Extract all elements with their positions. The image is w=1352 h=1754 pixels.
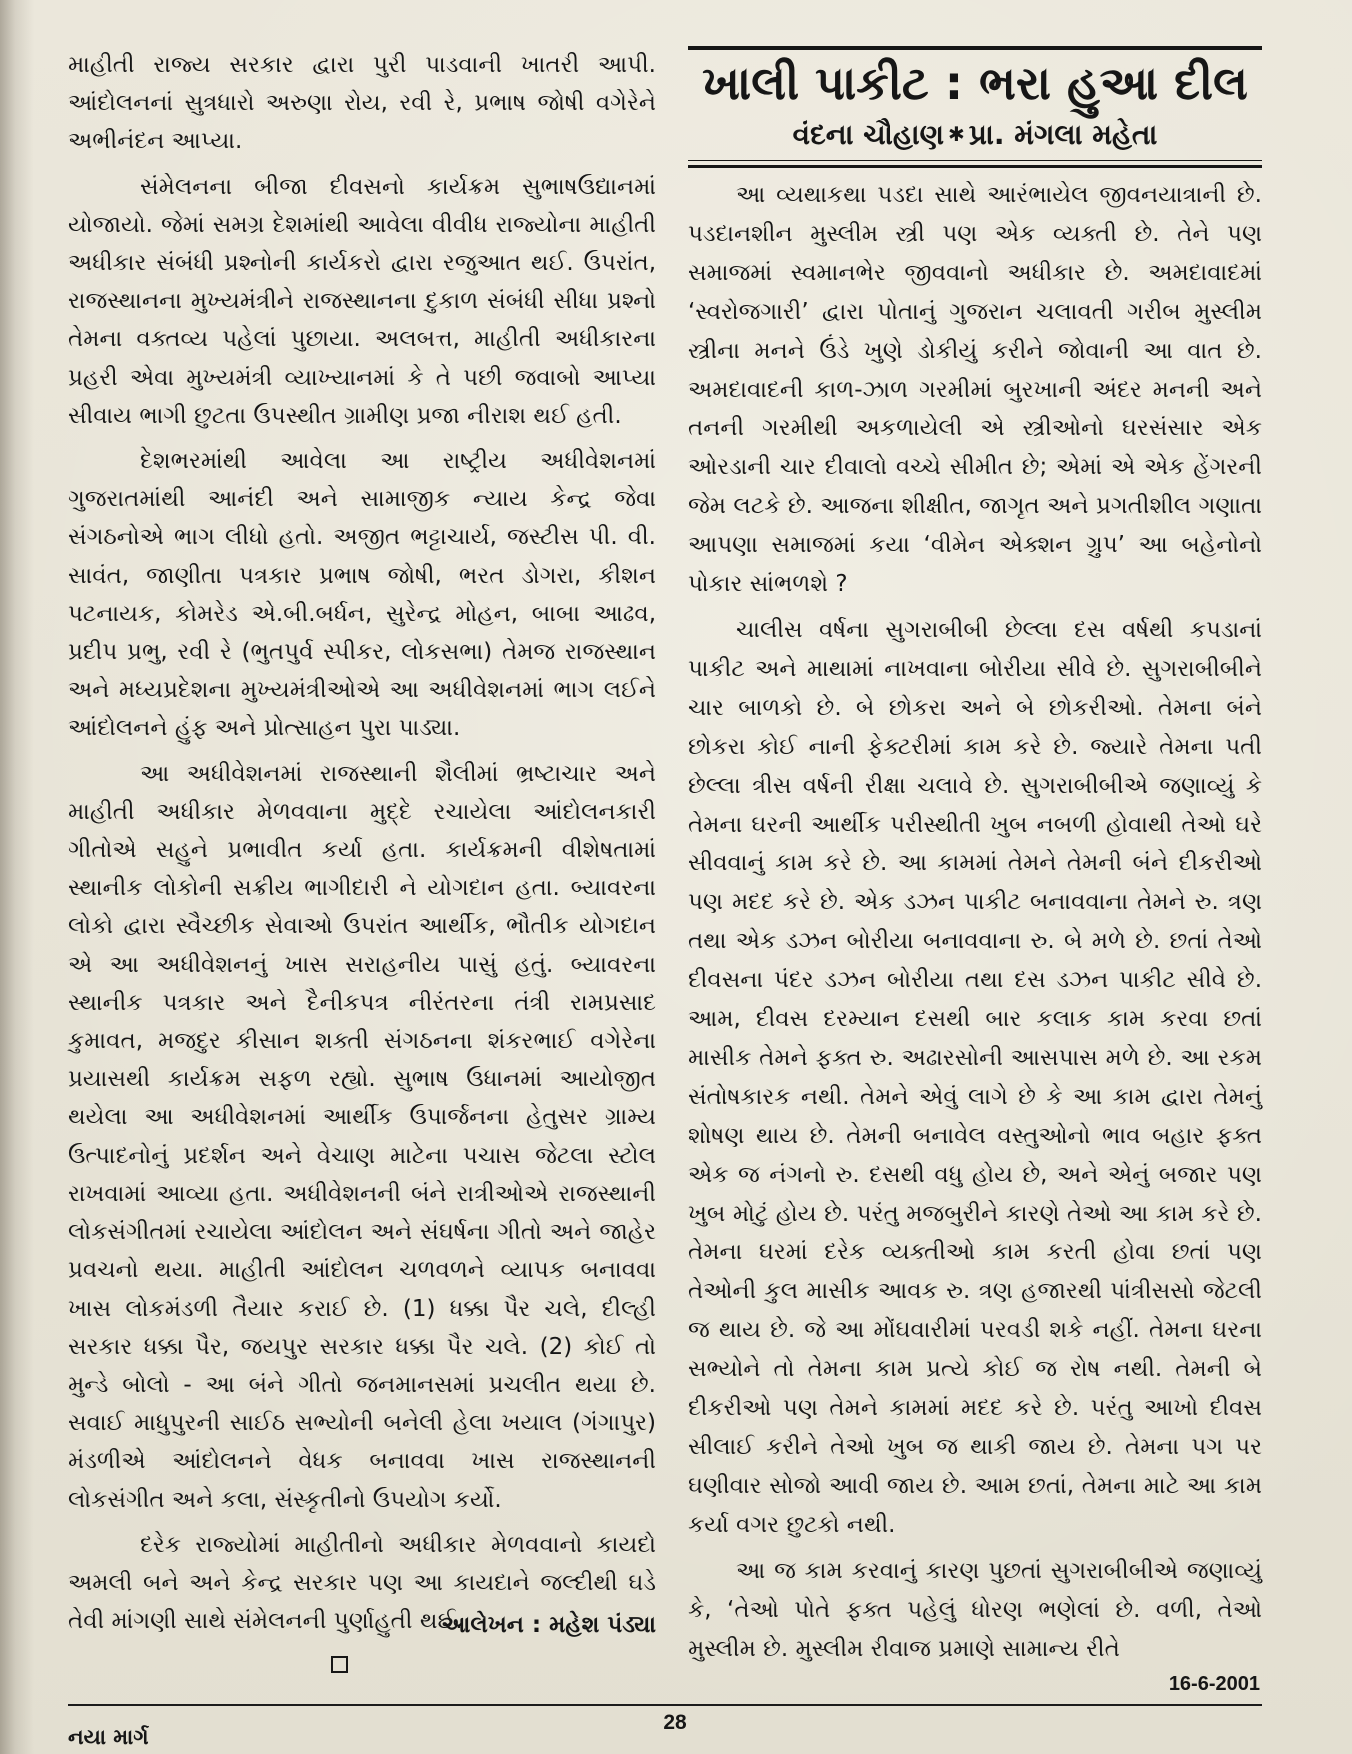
author-separator-icon: ✱ bbox=[948, 122, 965, 146]
article-title: ખાલી પાકીટ : ભરા હુઆ દીલ bbox=[702, 56, 1248, 110]
scan-binding-shadow bbox=[0, 0, 34, 1754]
issue-date: 16-6-2001 bbox=[1168, 1673, 1260, 1695]
authors-rule-thin bbox=[688, 160, 1262, 161]
square-outline-icon bbox=[331, 1656, 348, 1673]
article-paragraph: આ વ્યથાકથા પડદા સાથે આરંભાયેલ જીવનયાત્રાની છે. પડદાનશીન મુસ્લીમ સ્ત્રી પણ એક વ્યક્તી છે. તેને પણ સમાજમાં સ્વમાનભેર જીવવાનો અધીકાર છે. અમદાવાદમાં ‘સ્વરોજગારી’ દ્વારા પોતાનું ગુજરાન ચલાવતી ગરીબ મુસ્લીમ સ્ત્રીના મનને ઉંડે ખુણે ડોકીયું કરીને જોવાની આ વાત છે. અમદાવાદની કાળ-ઝાળ ગરમીમાં બુરખાની અંદર મનની અને તનની ગરમીથી અકળાયેલી એ સ્ત્રીઓનો ઘરસંસાર એક ઓરડાની ચાર દીવાલો વચ્ચે સીમીત છે; એમાં એ એક હેંગરની જેમ લટકે છે. આજના શીક્ષીત, જાગૃત અને પ્રગતીશીલ ગણાતા આપણા સમાજમાં કયા ‘વીમેન એક્શન ગ્રુપ’ આ બહેનોનો પોકાર સાંભળશે ? bbox=[688, 182, 1262, 598]
article-paragraph: આ જ કામ કરવાનું કારણ પુછતાં સુગરાબીબીએ જણાવ્યું કે, ‘તેઓ પોતે ફક્ત પહેલું ધોરણ ભણેલાં છે. વળી, તેઓ મુસ્લીમ છે. મુસ્લીમ રીવાજ પ્રમાણે સામાન્ય રીતે bbox=[688, 1557, 1262, 1662]
previous-article-paragraph: દરેક રાજ્યોમાં માહીતીનો અધીકાર મેળવવાનો કાયદો અમલી બને અને કેન્દ્ર સરકાર પણ આ કાયદાને જલ્દીથી ઘડે તેવી માંગણી સાથે સંમેલનની પુર્ણાહુતી થઈ. bbox=[68, 1531, 656, 1635]
article-paragraph: ચાલીસ વર્ષના સુગરાબીબી છેલ્લા દસ વર્ષથી કપડાનાં પાકીટ અને માથામાં નાખવાના બોરીયા સીવે છે. સુગરાબીબીને ચાર બાળકો છે. બે છોકરા અને બે છોકરીઓ. તેમના બંને છોકરા કોઈ નાની ફેક્ટરીમાં કામ કરે છે. જ્યારે તેમના પતી છેલ્લા ત્રીસ વર્ષની રીક્ષા ચલાવે છે. સુગરાબીબીએ જણાવ્યું કે તેમના ઘરની આર્થીક પરીસ્થીતી ખુબ નબળી હોવાથી તેઓ ઘરે સીવવાનું કામ કરે છે. આ કામમાં તેમને તેમની બંને દીકરીઓ પણ મદદ કરે છે. એક ડઝન પાકીટ બનાવવાના તેમને રુ. ત્રણ તથા એક ડઝન બોરીયા બનાવવાના રુ. બે મળે છે. છતાં તેઓ દીવસના પંદર ડઝન બોરીયા તથા દસ ડઝન પાકીટ સીવે છે. આમ, દીવસ દરમ્યાન દસથી બાર કલાક કામ કરવા છતાં માસીક તેમને ફક્ત રુ. અઢારસોની આસપાસ મળે છે. આ રકમ સંતોષકારક નથી. તેમને એવું લાગે છે કે આ કામ દ્વારા તેમનું શોષણ થાય છે. તેમની બનાવેલ વસ્તુઓનો ભાવ બહાર ફક્ત એક જ નંગનો રુ. દસથી વધુ હોય છે, અને એનું બજાર પણ ખુબ મોટું હોય છે. પરંતુ મજબુરીને કારણે તેઓ આ કામ કરે છે. તેમના ઘરમાં દરેક વ્યક્તીઓ કામ કરતી હોવા છતાં પણ તેઓની કુલ માસીક આવક રુ. ત્રણ હજારથી પાંત્રીસસો જેટલી જ થાય છે. જે આ મોંઘવારીમાં પરવડી શકે નહીં. તેમના ઘરના સભ્યોને તો તેમના કામ પ્રત્યે કોઈ જ રોષ નથી. તેમની બે દીકરીઓ પણ તેમને કામમાં મદદ કરે છે. પરંતુ આખો દીવસ સીલાઈ કરીને તેઓ ખુબ જ થાકી જાય છે. તેમના પગ પર ઘણીવાર સોજો આવી જાય છે. આમ છતાં, તેમના માટે આ કામ કર્યા વગર છુટકો નથી. bbox=[688, 616, 1262, 1538]
author-name: વંદના ચૌહાણ bbox=[792, 118, 945, 151]
article-authors bbox=[688, 114, 1262, 154]
article-body-column bbox=[688, 176, 1262, 1670]
footer-rule bbox=[68, 1704, 1262, 1706]
previous-article-byline: આલેખન : મહેશ પંડ્યા bbox=[441, 1612, 656, 1638]
previous-article-paragraph: દેશભરમાંથી આવેલા આ રાષ્ટ્રીય અધીવેશનમાં ગુજરાતમાંથી આનંદી અને સામાજીક ન્યાય કેન્દ્ર જેવા સંગઠનોએ ભાગ લીધો હતો. અજીત ભટ્ટાચાર્ય, જસ્ટીસ પી. વી. સાવંત, જાણીતા પત્રકાર પ્રભાષ જોષી, ભરત ડોગરા, કીશન પટનાયક, કોમરેડ એ.બી.બર્ધન, સુરેન્દ્ર મોહન, બાબા આઢવ, પ્રદીપ પ્રભુ, રવી રે (ભુતપુર્વ સ્પીકર, લોકસભા) તેમજ રાજસ્થાન અને મધ્યપ્રદેશના મુખ્યમંત્રીઓએ આ અધીવેશનમાં ભાગ લઈને આંદોલનને હુંફ અને પ્રોત્સાહન પુરા પાડ્યા. bbox=[68, 448, 656, 742]
authors-rule-thick bbox=[688, 165, 1262, 168]
previous-article-paragraph: માહીતી રાજ્ય સરકાર દ્વારા પુરી પાડવાની ખાતરી આપી. આંદોલનનાં સુત્રધારો અરુણા રોય, રવી રે, પ્રભાષ જોષી વગેરેને અભીનંદન આપ્યા. bbox=[68, 52, 656, 155]
author-name: પ્રા. મંગલા મહેતા bbox=[968, 118, 1158, 151]
page-number: 28 bbox=[663, 1711, 687, 1734]
previous-article-paragraph: આ અધીવેશનમાં રાજસ્થાની શૈલીમાં ભ્રષ્ટાચાર અને માહીતી અધીકાર મેળવવાના મુદ્દે રચાયેલા આંદોલનકારી ગીતોએ સહુને પ્રભાવીત કર્યા હતા. કાર્યક્રમની વીશેષતામાં સ્થાનીક લોકોની સક્રીય ભાગીદારી ને યોગદાન હતા. બ્યાવરના લોકો દ્વારા સ્વૈચ્છીક સેવાઓ ઉપરાંત આર્થીક, ભૌતીક યોગદાન એ આ અધીવેશનનું ખાસ સરાહનીય પાસું હતું. બ્યાવરના સ્થાનીક પત્રકાર અને દૈનીકપત્ર નીરંતરના તંત્રી રામપ્રસાદ કુમાવત, મજદુર કીસાન શક્તી સંગઠનના શંકરભાઈ વગેરેના પ્રયાસથી કાર્યક્રમ સફળ રહ્યો. સુભાષ ઉધાનમાં આયોજીત થયેલા આ અધીવેશનમાં આર્થીક ઉપાર્જનના હેતુસર ગ્રામ્ય ઉત્પાદનોનું પ્રદર્શન અને વેચાણ માટેના પચાસ જેટલા સ્ટોલ રાખવામાં આવ્યા હતા. અધીવેશનની બંને રાત્રીઓએ રાજસ્થાની લોકસંગીતમાં રચાયેલા આંદોલન અને સંઘર્ષના ગીતો અને જાહેર પ્રવચનો થયા. માહીતી આંદોલન ચળવળને વ્યાપક બનાવવા ખાસ લોકમંડળી તૈયાર કરાઈ છે. (1) ધક્કા પૈર ચલે, દીલ્હી સરકાર ધક્કા પૈર, જયપુર સરકાર ધક્કા પૈર ચલે. (2) કોઈ તો મુન્ડે બોલો - આ બંને ગીતો જનમાનસમાં પ્રચલીત થયા છે. સવાઈ માધુપુરની સાઈઠ સભ્યોની બનેલી હેલા ખયાલ (ગંગાપુર) મંડળીએ આંદોલનને વેધક બનાવવા ખાસ રાજસ્થાનની લોકસંગીત અને કલા, સંસ્કૃતીનો ઉપયોગ કર્યો. bbox=[68, 760, 656, 1513]
previous-article-paragraph: સંમેલનના બીજા દીવસનો કાર્યક્રમ સુભાષઉદ્યાનમાં યોજાયો. જેમાં સમગ્ર દેશમાંથી આવેલા વીવીધ રાજ્યોના માહીતી અધીકાર સંબંધી પ્રશ્નોની કાર્યકરો દ્વારા રજુઆત થઈ. ઉપરાંત, રાજસ્થાનના મુખ્યમંત્રીને રાજસ્થાનના દુકાળ સંબંધી સીધા પ્રશ્નો તેમના વક્તવ્ય પહેલાં પુછાયા. અલબત્ત, માહીતી અધીકારના પ્રહરી એવા મુખ્યમંત્રી વ્યાખ્યાનમાં કે તે પછી જવાબો આપ્યા સીવાય ભાગી છુટતા ઉપસ્થીત ગ્રામીણ પ્રજા નીરાશ થઈ હતી. bbox=[68, 173, 656, 429]
title-top-rule bbox=[688, 46, 1262, 50]
magazine-name: નયા માર્ગ bbox=[68, 1725, 149, 1749]
